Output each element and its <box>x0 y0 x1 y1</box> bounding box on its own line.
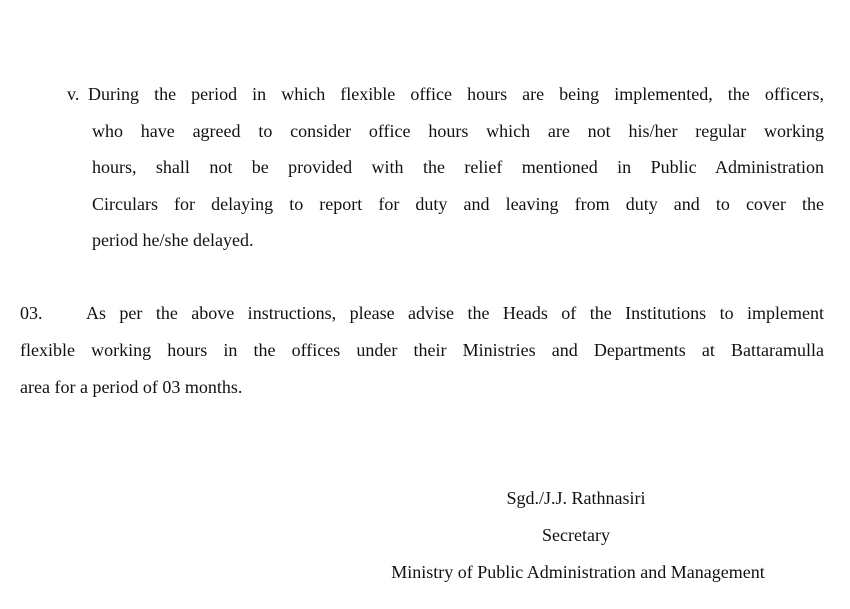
item-v-line-1: During the period in which flexible office hours are being implemented, the officers, <box>88 84 824 104</box>
signatory-title: Secretary <box>542 525 610 545</box>
item-v-line-4: Circulars for delaying to report for duty and leaving from duty and to cover the <box>92 194 824 214</box>
paragraph-line-1: As per the above instructions, please advise the Heads of the Institutions to implement <box>86 303 824 323</box>
paragraph-line-2: flexible working hours in the offices under their Ministries and Departments at Battaramulla <box>20 340 824 360</box>
signatory-ministry: Ministry of Public Administration and Management <box>391 562 765 582</box>
list-item-marker: v. <box>67 84 80 104</box>
paragraph-number: 03. <box>20 303 43 323</box>
item-v-line-5: period he/she delayed. <box>92 230 254 250</box>
item-v-line-2: who have agreed to consider office hours which are not his/her regular working <box>92 121 824 141</box>
paragraph-line-3: area for a period of 03 months. <box>20 377 243 397</box>
signatory-name: Sgd./J.J. Rathnasiri <box>506 488 646 508</box>
item-v-line-3: hours, shall not be provided with the relief mentioned in Public Administration <box>92 157 824 177</box>
